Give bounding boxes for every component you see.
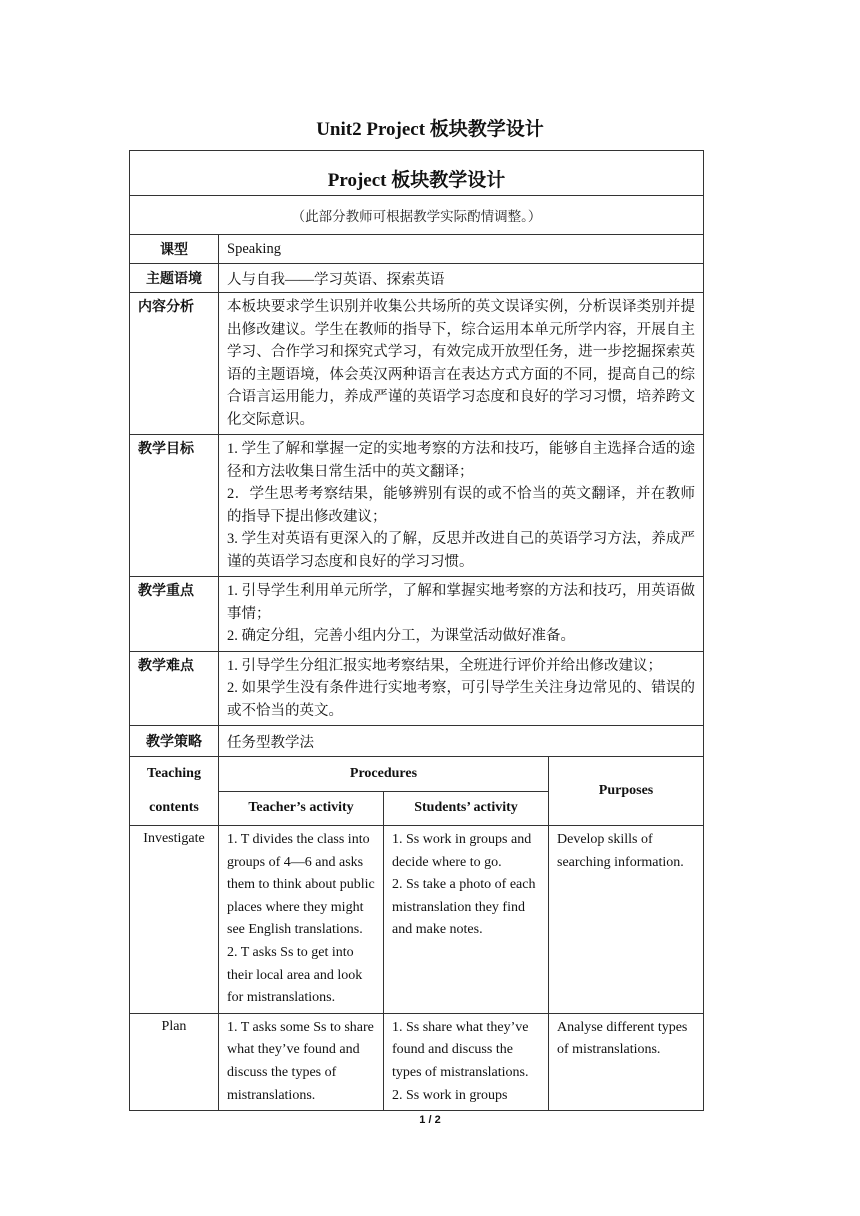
header-line: Teaching — [147, 766, 201, 781]
stage-label: Plan — [130, 1013, 219, 1110]
row-value — [219, 577, 704, 652]
procedures-header: Procedures — [219, 757, 549, 792]
procedure-row — [130, 1013, 704, 1110]
teacher-activity-cell: 1. T asks some Ss to share what they’ve found and discuss the types of mistranslations. — [219, 1013, 384, 1110]
row-value: 人与自我——学习英语、探索英语 — [219, 264, 704, 293]
page-number: 1 / 2 — [419, 1114, 441, 1126]
row-label: 教学策略 — [130, 726, 219, 757]
table-note: （此部分教师可根据教学实际酌情调整。） — [130, 196, 704, 235]
row-goals — [130, 435, 704, 577]
row-label: 教学目标 — [130, 435, 219, 577]
row-value: 本板块要求学生识别并收集公共场所的英文误译实例，分析误译类别并提出修改建议。学生在教师的指导下，综合运用本单元所学内容，开展自主学习、合作学习和探究式学习，有效完成开放型任务，进一步挖掘探索英语的主题语境，体会英汉两种语言在表达方式方面的不同，提高自己的综合语言运用能力，养成严谨的英语学习态度和良好的学习习惯，培养跨文化交际意识。 — [219, 293, 704, 435]
row-difficulties — [130, 651, 704, 726]
goal-line: 2．学生思考考察结果，能够辨别有误的或不恰当的英文翻译，并在教师的指导下提出修改建议； — [227, 486, 696, 525]
row-type — [130, 235, 704, 264]
teacher-activity-cell: 1. T divides the class into groups of 4—6 and asks them to think about public places where they might see English translations. 2. T asks Ss to get into their local area and look for mistranslations. — [219, 826, 384, 1014]
stage-label: Investigate — [130, 826, 219, 1014]
row-label: 教学难点 — [130, 651, 219, 726]
teaching-contents-header — [130, 757, 219, 826]
purpose-cell: Analyse different types of mistranslations. — [549, 1013, 704, 1110]
difficulty-line: 2. 如果学生没有条件进行实地考察，可引导学生关注身边常见的、错误的或不恰当的英文。 — [227, 680, 696, 719]
row-label: 内容分析 — [130, 293, 219, 435]
procedure-row — [130, 826, 704, 1014]
key-point-line: 2. 确定分组，完善小组内分工，为课堂活动做好准备。 — [227, 628, 575, 644]
purposes-header: Purposes — [549, 757, 704, 826]
row-label: 课型 — [130, 235, 219, 264]
row-label: 主题语境 — [130, 264, 219, 293]
document-title: Unit2 Project 板块教学设计 — [316, 119, 544, 140]
row-value — [219, 651, 704, 726]
row-label: 教学重点 — [130, 577, 219, 652]
row-value: Speaking — [219, 235, 704, 264]
procedure-header-row — [130, 757, 704, 792]
header-line: contents — [149, 800, 199, 815]
row-value: 任务型教学法 — [219, 726, 704, 757]
lesson-plan-table — [129, 150, 704, 1111]
purpose-cell: Develop skills of searching information. — [549, 826, 704, 1014]
row-context — [130, 264, 704, 293]
teacher-activity-header: Teacher’s activity — [219, 791, 384, 826]
difficulty-line: 1. 引导学生分组汇报实地考察结果，全班进行评价并给出修改建议； — [227, 657, 662, 674]
goal-line: 3. 学生对英语有更深入的了解，反思并改进自己的英语学习方法，养成严谨的英语学习态度和良好的学习习惯。 — [227, 531, 696, 570]
students-activity-cell: 1. Ss share what they’ve found and discuss the types of mistranslations. 2. Ss work in groups — [384, 1013, 549, 1110]
goal-line: 1. 学生了解和掌握一定的实地考察的方法和技巧，能够自主选择合适的途径和方法收集日常生活中的英文翻译； — [227, 441, 696, 480]
students-activity-header: Students’ activity — [384, 791, 549, 826]
row-value — [219, 435, 704, 577]
row-analysis — [130, 293, 704, 435]
table-title: Project 板块教学设计 — [130, 151, 704, 196]
row-key-points — [130, 577, 704, 652]
row-strategy — [130, 726, 704, 757]
students-activity-cell: 1. Ss work in groups and decide where to go. 2. Ss take a photo of each mistranslation they find and make notes. — [384, 826, 549, 1014]
key-point-line: 1. 引导学生利用单元所学，了解和掌握实地考察的方法和技巧，用英语做事情； — [227, 583, 696, 622]
